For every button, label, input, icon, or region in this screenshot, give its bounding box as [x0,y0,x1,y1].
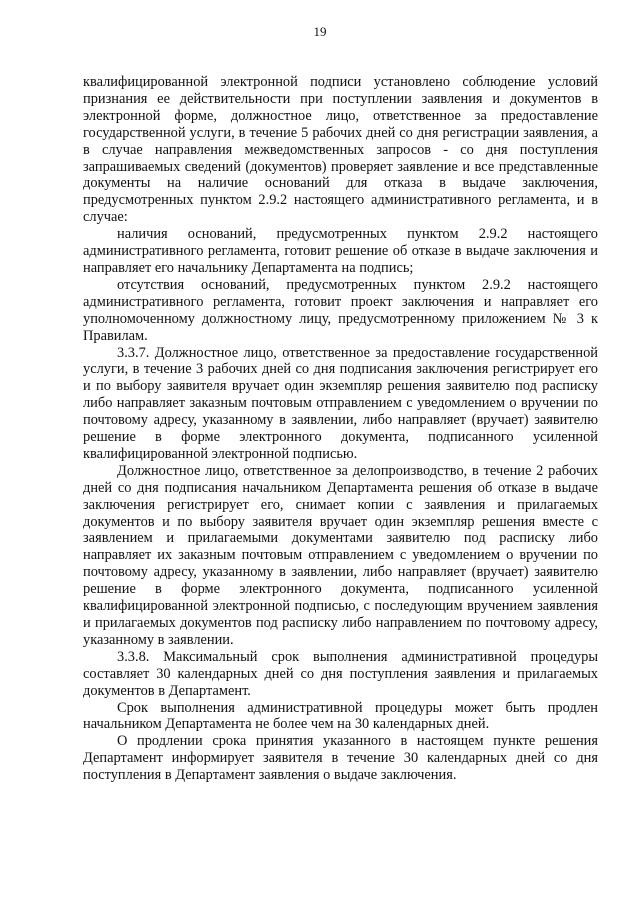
paragraph-grounds-absent: отсутствия оснований, предусмотренных пунктом 2.9.2 настоящего административного регламента, готовит проект заключения и направляет его уполномоченному должностному лицу, предусмотренному приложением № 3 к Правилам. [83,276,598,344]
paragraph-extension-term: Срок выполнения административной процедуры может быть продлен начальником Департамента не более чем на 30 календарных дней. [83,699,598,733]
paragraph-3-3-8: 3.3.8. Максимальный срок выполнения административной процедуры составляет 30 календарных дней со дня поступления заявления и прилагаемых документов в Департамент. [83,648,598,699]
page-number: 19 [313,24,327,39]
paragraph-grounds-present: наличия оснований, предусмотренных пунктом 2.9.2 настоящего административного регламента, готовит решение об отказе в выдаче заключения и направляет его начальнику Департамента на подпись; [83,226,598,276]
paragraph-3-3-7: 3.3.7. Должностное лицо, ответственное за предоставление государственной услуги, в течение 3 рабочих дней со дня подписания заключения регистрирует его и по выбору заявителя вручает один экземпляр решения заявителю под расписку либо направляет заказным почтовым отправлением с уведомлением о вручении по почтовому адресу, указанному в заявлении, либо направляет (вручает) заявителю решение в форме электронного документа, подписанного усиленной квалифицированной электронной подписью. [83,344,598,462]
document-body [83,74,598,784]
paragraph-continuation: квалифицированной электронной подписи установлено соблюдение условий признания ее действительности при поступлении заявления и документов в электронной форме, должностное лицо, ответственное за предоставление государственной услуги, в течение 5 рабочих дней со дня регистрации заявления, а в случае направления межведомственных запросов - со дня поступления запрашиваемых сведений (документов) проверяет заявление и все представленные документы на наличие оснований для отказа в выдаче заключения, предусмотренных пунктом 2.9.2 настоящего административного регламента, и в случае: [83,74,598,226]
paragraph-extension-notice: О продлении срока принятия указанного в настоящем пункте решения Департамент информирует заявителя в течение 30 календарных дней со дня поступления в Департамент заявления о выдаче заключения. [83,733,598,784]
paragraph-records-officer: Должностное лицо, ответственное за делопроизводство, в течение 2 рабочих дней со дня подписания начальником Департамента решения об отказе в выдаче заключения регистрирует его, снимает копии с заявления и прилагаемых документов и по выбору заявителя вручает один экземпляр решения вместе с заявлением и прилагаемыми документами заявителю под расписку либо направляет их заказным почтовым отправлением с уведомлением о вручении по почтовому адресу, указанному в заявлении, либо направляет (вручает) заявителю решение в форме электронного документа, подписанного усиленной квалифицированной электронной подписью, с последующим вручением заявления и прилагаемых документов под расписку либо направлением по почтовому адресу, указанному в заявлении. [83,462,598,648]
